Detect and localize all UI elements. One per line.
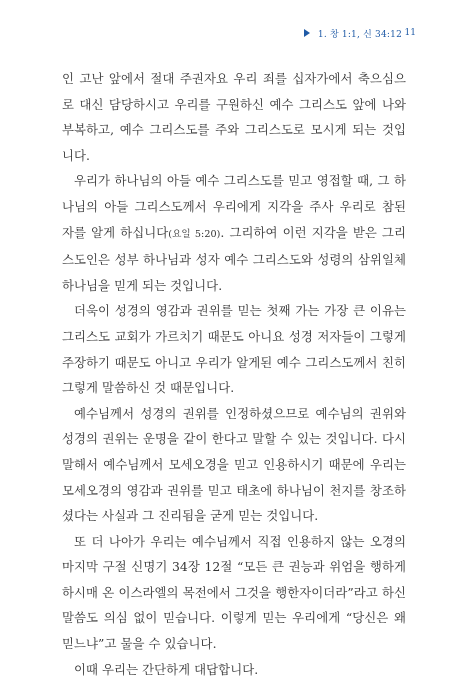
paragraph-text-continued: . 그리하여 이런 지각을 받은 그리스도인은 성부 하나님과 성자 예수 그리스도와 성령의 삼위일체 하나님을 믿게 되는 것입니다. — [62, 224, 406, 293]
body-text — [62, 66, 406, 682]
paragraph-text: 더욱이 성경의 영감과 권위를 믿는 첫째 가는 가장 큰 이유는 그리스도 교회가 가르치기 때문도 아니요 성경 저자들이 그렇게 주장하기 때문도 아니고 우리가 알게된 예수 그리스도께서 친히 그렇게 말씀하신 것 때문입니다. — [62, 303, 406, 396]
paragraph-4 — [62, 401, 406, 529]
paragraph-text: 예수님께서 성경의 권위를 인정하셨으므로 예수님의 권위와 성경의 권위는 운명을 같이 한다고 말할 수 있는 것입니다. 다시 말해서 예수님께서 모세오경을 믿고 인용하시기 때문에 우리는 모세오경의 영감과 권위를 믿고 태초에 하나님이 천지를 창조하셨다는 사실과 그 진리됨을 굳게 믿는 것입니다. — [62, 405, 406, 524]
paragraph-6 — [62, 657, 406, 682]
paragraph-text: 우리가 하나님의 아들 예수 그리스도를 믿고 영접할 때, 그 하나님의 아들 그리스도께서 우리에게 지각을 주사 우리로 참된 자를 알게 하십니다 — [62, 173, 406, 240]
bible-citation: (요일 5:20) — [168, 228, 221, 240]
page-number: 11 — [404, 28, 416, 38]
running-header — [304, 26, 416, 40]
paragraph-text: 인 고난 앞에서 절대 주권자요 우리 죄를 십자가에서 축으심으로 대신 담당하시고 우리를 구원하신 예수 그리스도 앞에 나와 부복하고, 예수 그리스도를 주와 그리스도로 모시게 되는 것입니다. — [62, 71, 406, 163]
paragraph-text: 또 더 나아가 우리는 예수님께서 직접 인용하지 않는 오경의 마지막 구절 신명기 34장 12절 “모든 큰 권능과 위엄을 행하게 하시매 온 이스라엘의 목전에서 그것을 행한자이더라”라고 하신 말씀도 의심 없이 믿습니다. 이렇게 믿는 우리에게 “당신은 왜 믿느냐”고 물을 수 있습니다. — [62, 533, 406, 652]
paragraph-2 — [62, 168, 406, 298]
header-reference: 1. 창 1:1, 신 34:12 — [317, 29, 402, 40]
triangle-right-icon — [304, 29, 310, 37]
paragraph-5 — [62, 529, 406, 657]
paragraph-1 — [62, 66, 406, 168]
paragraph-3 — [62, 298, 406, 400]
paragraph-text: 이때 우리는 간단하게 대답합니다. — [74, 661, 259, 677]
